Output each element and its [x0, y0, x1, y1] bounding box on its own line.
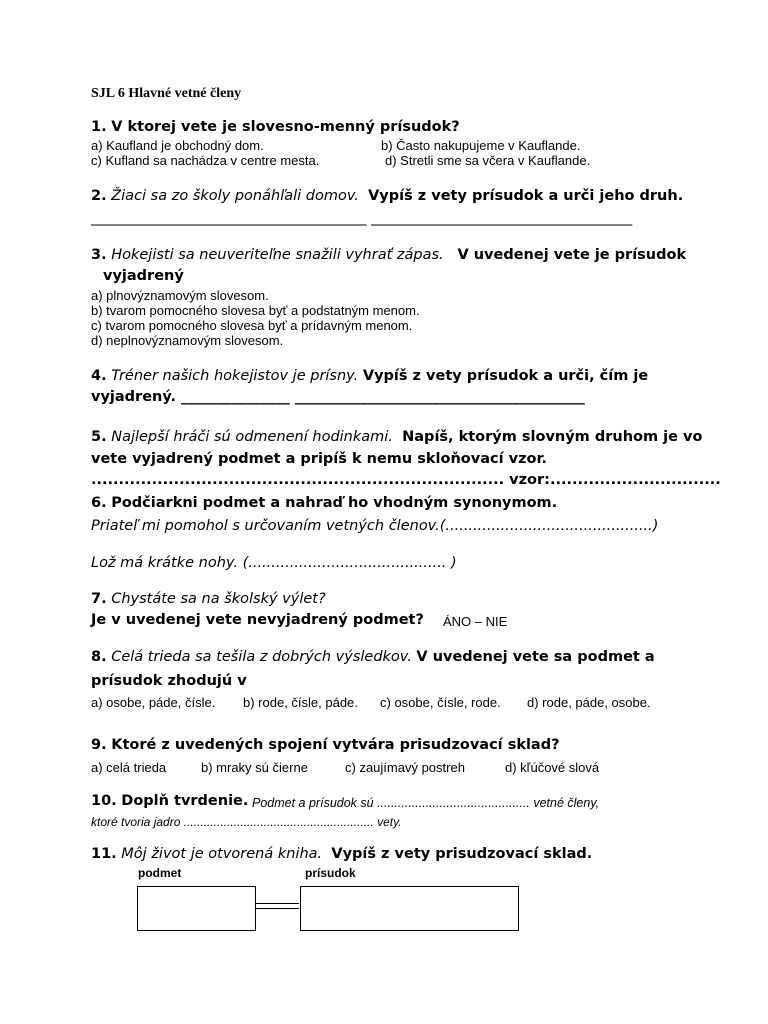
question-6: [91, 495, 557, 511]
question-task: V uvedenej vete sa podmet a: [416, 649, 655, 665]
question-task-continued: vyjadrený: [103, 268, 184, 284]
option-1c: c) Kufland sa nachádza v centre mesta.: [91, 153, 320, 168]
question-number: 1.: [91, 119, 107, 135]
question-number: 6.: [91, 495, 107, 511]
option-9a: a) celá trieda: [91, 760, 167, 775]
question-task: Ktoré z uvedených spojení vytvára prisudzovací sklad?: [111, 737, 560, 753]
label-subject: podmet: [138, 866, 182, 880]
sentence-2: Lož má krátke nohy. (........................................... ): [91, 555, 457, 571]
question-number: 10.: [91, 793, 117, 809]
page-title: SJL 6 Hlavné vetné členy: [91, 86, 242, 101]
question-number: 9.: [91, 737, 107, 753]
question-sentence: Tréner našich hokejistov je prísny.: [111, 368, 359, 384]
fill-line-2: ktoré tvoria jadro ......................................................... vety.: [91, 815, 402, 829]
question-2: [91, 188, 683, 204]
question-10: [91, 793, 248, 809]
answer-blank: ______________________________________ ____________________________________: [91, 210, 633, 226]
option-1b: b) Často nakupujeme v Kauflande.: [381, 138, 581, 153]
question-9: [91, 737, 560, 753]
question-sentence: Najlepší hráči sú odmenení hodinkami.: [111, 429, 393, 445]
question-task: Je v uvedenej vete nevyjadrený podmet?: [91, 612, 424, 628]
option-3d: d) neplnovýznamovým slovesom.: [91, 333, 284, 348]
question-number: 4.: [91, 368, 107, 384]
predicate-box[interactable]: [300, 886, 519, 931]
option-1a: a) Kaufland je obchodný dom.: [91, 138, 264, 153]
question-task: Vypíš z vety prísudok a urči jeho druh.: [368, 188, 684, 204]
option-8b: b) rode, čísle, páde.: [243, 695, 358, 710]
question-task: Vypíš z vety prísudok a urči, čím je: [362, 368, 649, 384]
question-sentence: Chystáte sa na školský výlet?: [111, 591, 326, 607]
question-8: [91, 649, 655, 665]
question-task: Doplň tvrdenie.: [121, 793, 249, 809]
question-task: Podčiarkni podmet a nahraď ho vhodným synonymom.: [111, 495, 558, 511]
question-11: [91, 846, 592, 862]
question-sentence: Môj život je otvorená kniha.: [121, 846, 323, 862]
question-number: 3.: [91, 247, 107, 263]
question-task: Napíš, ktorým slovným druhom je vo: [402, 429, 703, 445]
question-sentence: Žiaci sa zo školy ponáhľali domov.: [111, 188, 359, 204]
question-1: [91, 119, 460, 135]
question-task: V ktorej vete je slovesno-menný prísudok?: [111, 119, 460, 135]
option-3c: c) tvarom pomocného slovesa byť a prídavným menom.: [91, 318, 413, 333]
label-predicate: prísudok: [305, 866, 356, 880]
option-9b: b) mraky sú čierne: [201, 760, 308, 775]
option-8a: a) osobe, páde, čísle.: [91, 695, 216, 710]
question-number: 5.: [91, 429, 107, 445]
option-3a: a) plnovýznamovým slovesom.: [91, 288, 269, 303]
fill-line-1: Podmet a prísudok sú ............................................ vetné členy,: [252, 796, 600, 810]
question-5: [91, 429, 702, 445]
question-task-continued: vyjadrený. _______________ ________________________________________: [91, 389, 585, 405]
question-task-continued: prísudok zhodujú v: [91, 673, 247, 689]
question-7: [91, 591, 326, 607]
question-task: Vypíš z vety prisudzovací sklad.: [331, 846, 593, 862]
option-3b: b) tvarom pomocného slovesa byť a podstatným menom.: [91, 303, 420, 318]
question-task-continued: vete vyjadrený podmet a pripíš k nemu skloňovací vzor.: [91, 451, 548, 467]
connector-line-bottom: [255, 908, 299, 909]
option-1d: d) Stretli sme sa včera v Kauflande.: [385, 153, 591, 168]
question-3: [91, 247, 686, 263]
subject-box[interactable]: [137, 886, 256, 931]
option-8c: c) osobe, čísle, rode.: [380, 695, 501, 710]
connector-line-top: [255, 903, 299, 904]
question-number: 7.: [91, 591, 107, 607]
answer-choice: ÁNO – NIE: [443, 614, 508, 629]
question-sentence: Hokejisti sa neuveriteľne snažili vyhrať zápas.: [111, 247, 444, 263]
sentence-1: Priateľ mi pomohol s určovaním vetných členov.(.............................................): [91, 518, 659, 534]
question-4: [91, 368, 648, 384]
question-number: 8.: [91, 649, 107, 665]
option-9d: d) kľúčové slová: [505, 760, 600, 775]
question-task: V uvedenej vete je prísudok: [457, 247, 687, 263]
option-8d: d) rode, páde, osobe.: [527, 695, 651, 710]
option-9c: c) zaujímavý postreh: [345, 760, 465, 775]
answer-blank: ........................................................................... vzor:...............................: [91, 472, 721, 488]
question-number: 11.: [91, 846, 117, 862]
question-number: 2.: [91, 188, 107, 204]
question-sentence: Celá trieda sa tešila z dobrých výsledkov.: [111, 649, 412, 665]
